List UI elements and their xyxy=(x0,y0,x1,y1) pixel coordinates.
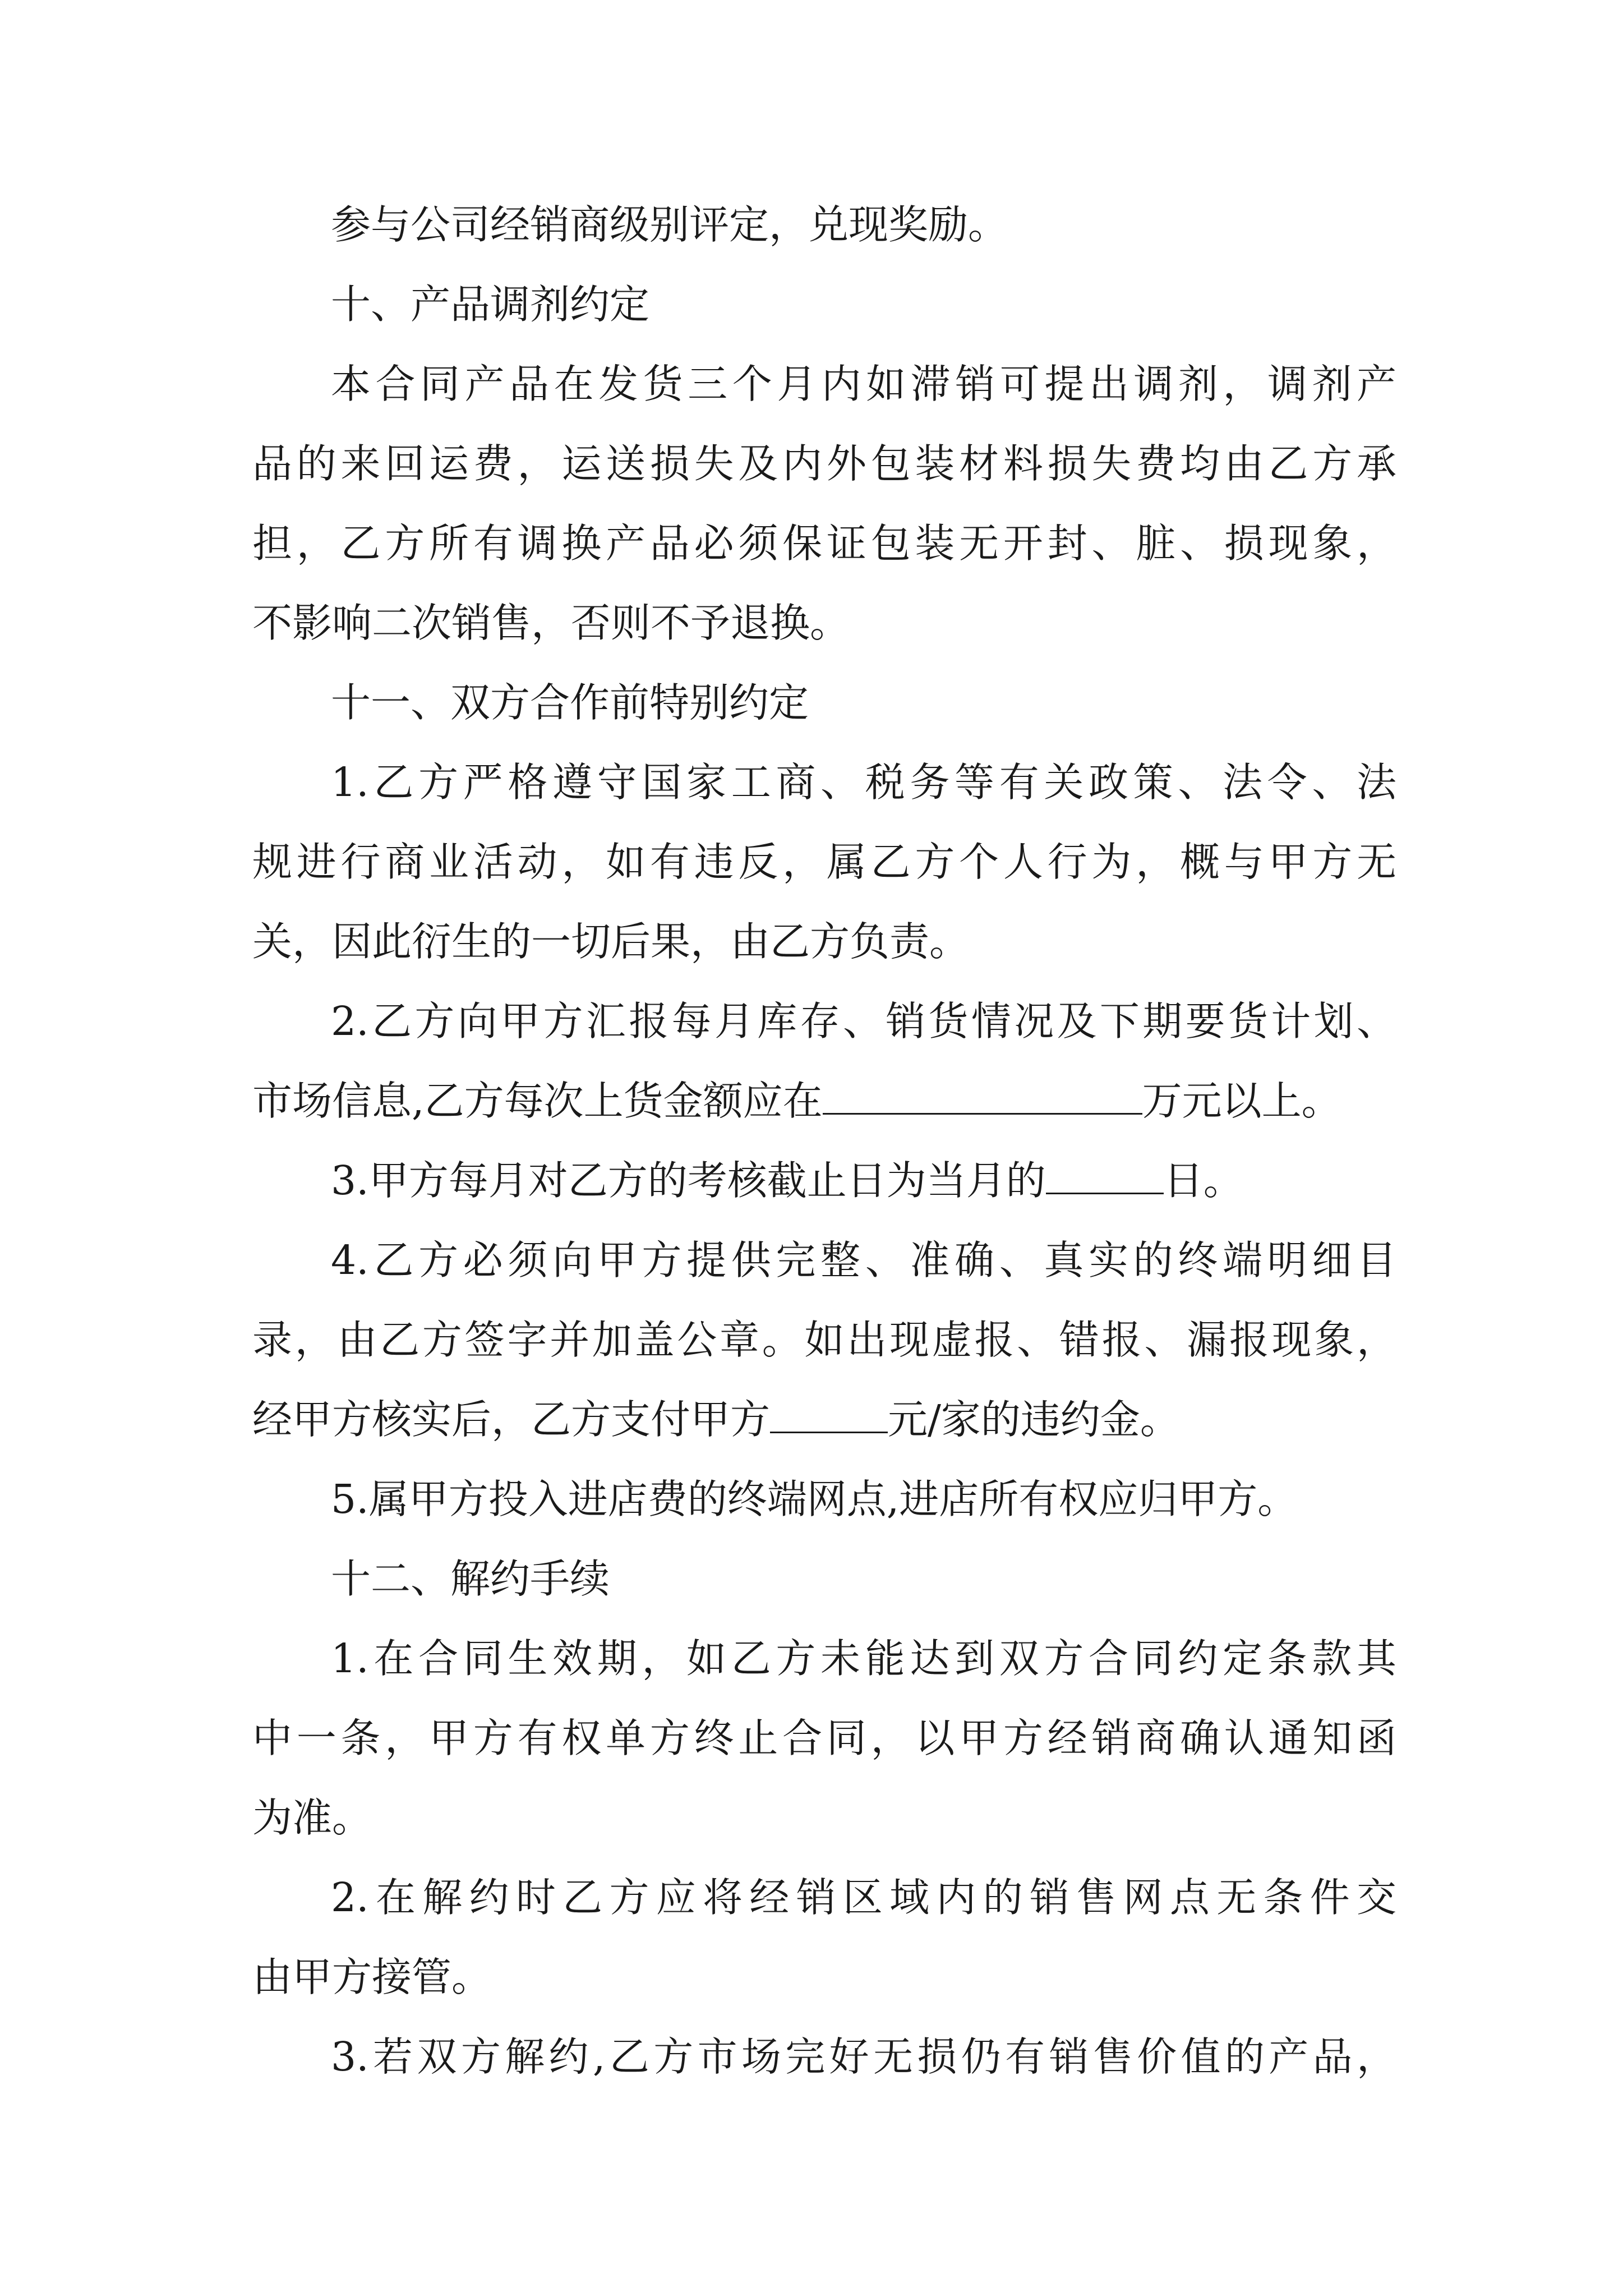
line-text: 日。 xyxy=(1163,1157,1243,1204)
paragraph-line: 1.在合同生效期，如乙方未能达到双方合同约定条款其 xyxy=(331,1635,1396,1682)
paragraph-line: 担，乙方所有调换产品必须保证包装无开封、脏、损现象， xyxy=(252,520,1396,567)
paragraph-line: 1.乙方严格遵守国家工商、税务等有关政策、法令、法 xyxy=(331,759,1396,806)
paragraph-line: 2.乙方向甲方汇报每月库存、销货情况及下期要货计划、 xyxy=(331,998,1396,1045)
document-page xyxy=(252,185,1396,2097)
paragraph-line xyxy=(252,1141,1396,1221)
line-text: 3.甲方每月对乙方的考核截止日为当月的 xyxy=(331,1157,1046,1204)
paragraph-line: 参与公司经销商级别评定，兑现奖励。 xyxy=(331,201,1008,248)
penalty-blank xyxy=(770,1397,888,1433)
paragraph-line: 5.属甲方投入进店费的终端网点,进店所有权应归甲方。 xyxy=(331,1476,1298,1522)
paragraph-line: 为准。 xyxy=(252,1795,372,1841)
paragraph-line: 本合同产品在发货三个月内如滞销可提出调剂，调剂产 xyxy=(331,361,1396,407)
paragraph-line: 关，因此衍生的一切后果，由乙方负责。 xyxy=(252,918,970,965)
paragraph-line: 规进行商业活动，如有违反，属乙方个人行为，概与甲方无 xyxy=(252,839,1396,885)
line-text: 市场信息,乙方每次上货金额应在 xyxy=(252,1078,823,1124)
day-blank xyxy=(1046,1158,1164,1194)
section-heading: 十、产品调剂约定 xyxy=(331,281,650,328)
paragraph-line: 中一条，甲方有权单方终止合同，以甲方经销商确认通知函 xyxy=(252,1715,1396,1761)
section-heading: 十一、双方合作前特别约定 xyxy=(331,679,809,726)
paragraph-line xyxy=(252,1061,1396,1141)
paragraph-line xyxy=(252,1380,1396,1460)
paragraph-line: 品的来回运费，运送损失及内外包装材料损失费均由乙方承 xyxy=(252,440,1396,487)
paragraph-line: 录，由乙方签字并加盖公章。如出现虚报、错报、漏报现象， xyxy=(252,1317,1396,1363)
line-text: 元/家的违约金。 xyxy=(888,1396,1180,1443)
amount-blank xyxy=(823,1078,1142,1115)
line-text: 经甲方核实后，乙方支付甲方 xyxy=(252,1396,771,1443)
paragraph-line: 不影响二次销售，否则不予退换。 xyxy=(252,600,850,646)
paragraph-line: 3.若双方解约,乙方市场完好无损仍有销售价值的产品， xyxy=(331,2033,1396,2080)
line-text: 万元以上。 xyxy=(1142,1078,1341,1124)
paragraph-line: 4.乙方必须向甲方提供完整、准确、真实的终端明细目 xyxy=(331,1237,1396,1283)
section-heading: 十二、解约手续 xyxy=(331,1556,610,1602)
paragraph-line: 2.在解约时乙方应将经销区域内的销售网点无条件交 xyxy=(331,1874,1396,1921)
paragraph-line: 由甲方接管。 xyxy=(252,1954,492,2000)
